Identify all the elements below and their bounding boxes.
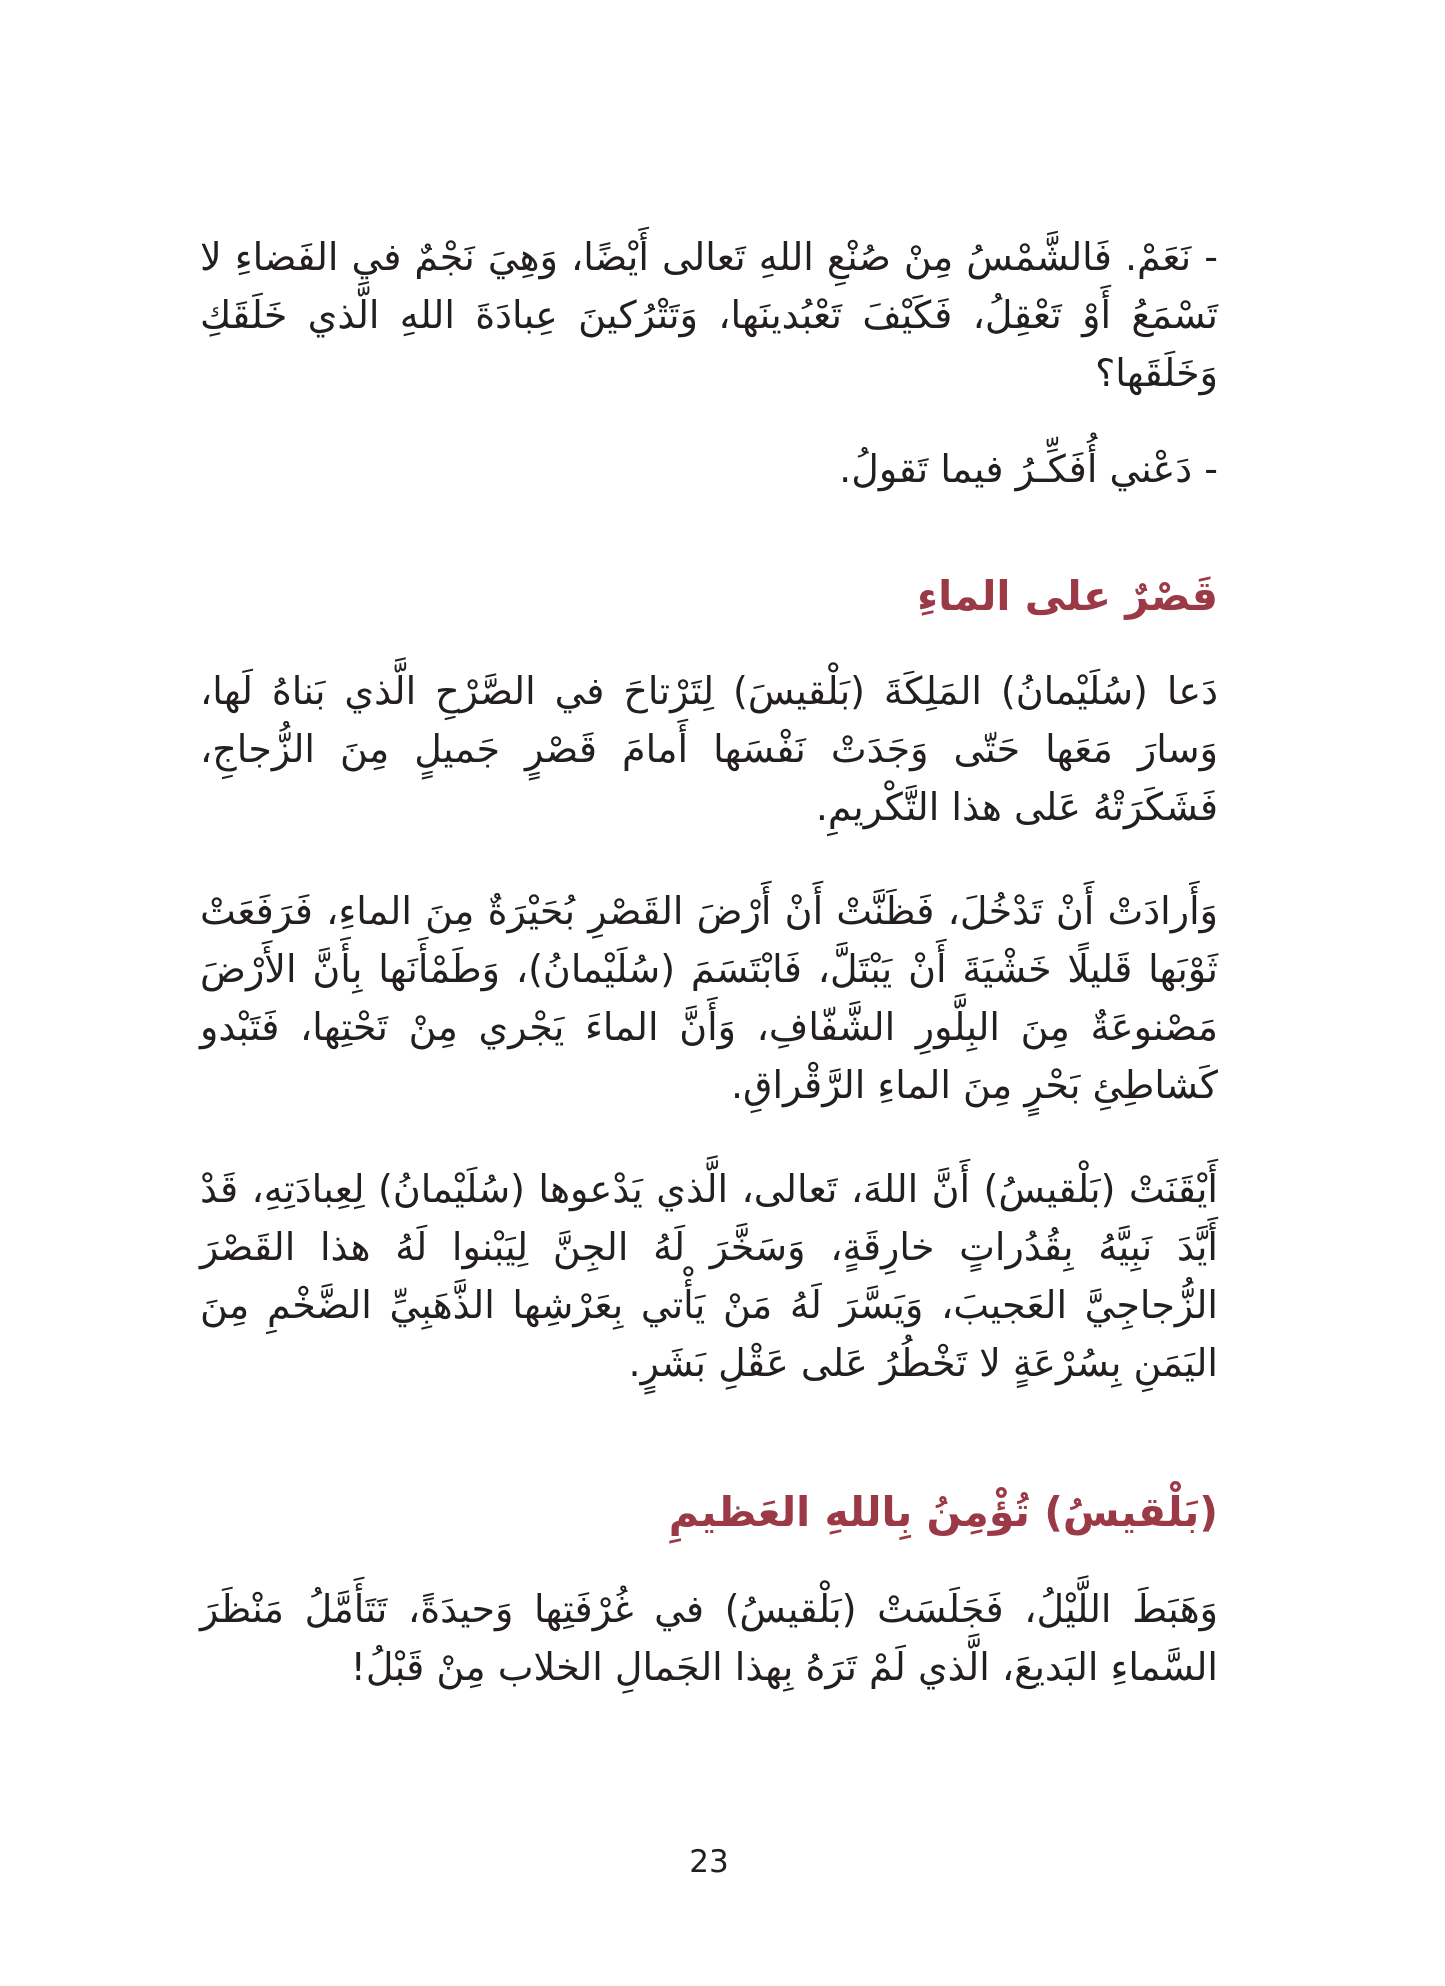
dialogue-line-1: - نَعَمْ. فَالشَّمْسُ مِنْ صُنْعِ اللهِ تَعالى أَيْضًا، وَهِيَ نَجْمٌ في الفَضاءِ لا تَسْمَعُ أَوْ تَعْقِلُ، فَكَيْفَ تَعْبُدينَها، وَتَتْرُكينَ عِبادَةَ اللهِ الَّذي خَلَقَكِ وَخَلَقَها؟: [200, 235, 1218, 395]
section-title: (بَلْقيسُ) تُؤْمِنُ بِاللهِ العَظيمِ: [668, 1488, 1218, 1536]
paragraph-block: [200, 1160, 1218, 1392]
dialogue-block-2: [200, 440, 1218, 498]
section-heading-palace: [200, 566, 1218, 626]
paragraph-block: [200, 1580, 1218, 1696]
dialogue-line-2: - دَعْني أُفَكِّـرُ فيما تَقولُ.: [839, 447, 1218, 491]
section-title: قَصْرٌ على الماءِ: [917, 572, 1218, 620]
dialogue-block: [200, 228, 1218, 402]
paragraph: وَأَرادَتْ أَنْ تَدْخُلَ، فَظَنَّتْ أَنْ أَرْضَ القَصْرِ بُحَيْرَةٌ مِنَ الماءِ، فَرَفَعَتْ ثَوْبَها قَليلًا خَشْيَةَ أَنْ يَبْتَلَّ، فَابْتَسَمَ (سُلَيْمانُ)، وَطَمْأَنَها بِأَنَّ الأَرْضَ مَصْنوعَةٌ مِنَ البِلَّورِ الشَّفّافِ، وَأَنَّ الماءَ يَجْري مِنْ تَحْتِها، فَتَبْدو كَشاطِئِ بَحْرٍ مِنَ الماءِ الرَّقْراقِ.: [200, 889, 1218, 1107]
paragraph: دَعا (سُلَيْمانُ) المَلِكَةَ (بَلْقيسَ) لِتَرْتاحَ في الصَّرْحِ الَّذي بَناهُ لَها، وَسارَ مَعَها حَتّى وَجَدَتْ نَفْسَها أَمامَ قَصْرٍ جَميلٍ مِنَ الزُّجاجِ، فَشَكَرَتْهُ عَلى هذا التَّكْريمِ.: [200, 669, 1218, 829]
section-heading-faith: [200, 1482, 1218, 1542]
paragraph-block: [200, 882, 1218, 1114]
page-number: 23: [689, 1844, 729, 1880]
paragraph: وَهَبَطَ اللَّيْلُ، فَجَلَسَتْ (بَلْقيسُ) في غُرْفَتِها وَحيدَةً، تَتَأَمَّلُ مَنْظَرَ السَّماءِ البَديعَ، الَّذي لَمْ تَرَهُ بِهذا الجَمالِ الخلاب مِنْ قَبْلُ!: [200, 1587, 1218, 1689]
book-page: [200, 0, 1218, 1986]
paragraph-block: [200, 662, 1218, 836]
paragraph: أَيْقَنَتْ (بَلْقيسُ) أَنَّ اللهَ، تَعالى، الَّذي يَدْعوها (سُلَيْمانُ) لِعِبادَتِهِ، قَدْ أَيَّدَ نَبِيَّهُ بِقُدُراتٍ خارِقَةٍ، وَسَخَّرَ لَهُ الجِنَّ لِيَبْنوا لَهُ هذا القَصْرَ الزُّجاجِيَّ العَجيبَ، وَيَسَّرَ لَهُ مَنْ يَأْتي بِعَرْشِها الذَّهَبِيِّ الضَّخْمِ مِنَ اليَمَنِ بِسُرْعَةٍ لا تَخْطُرُ عَلى عَقْلِ بَشَرٍ.: [200, 1167, 1218, 1385]
